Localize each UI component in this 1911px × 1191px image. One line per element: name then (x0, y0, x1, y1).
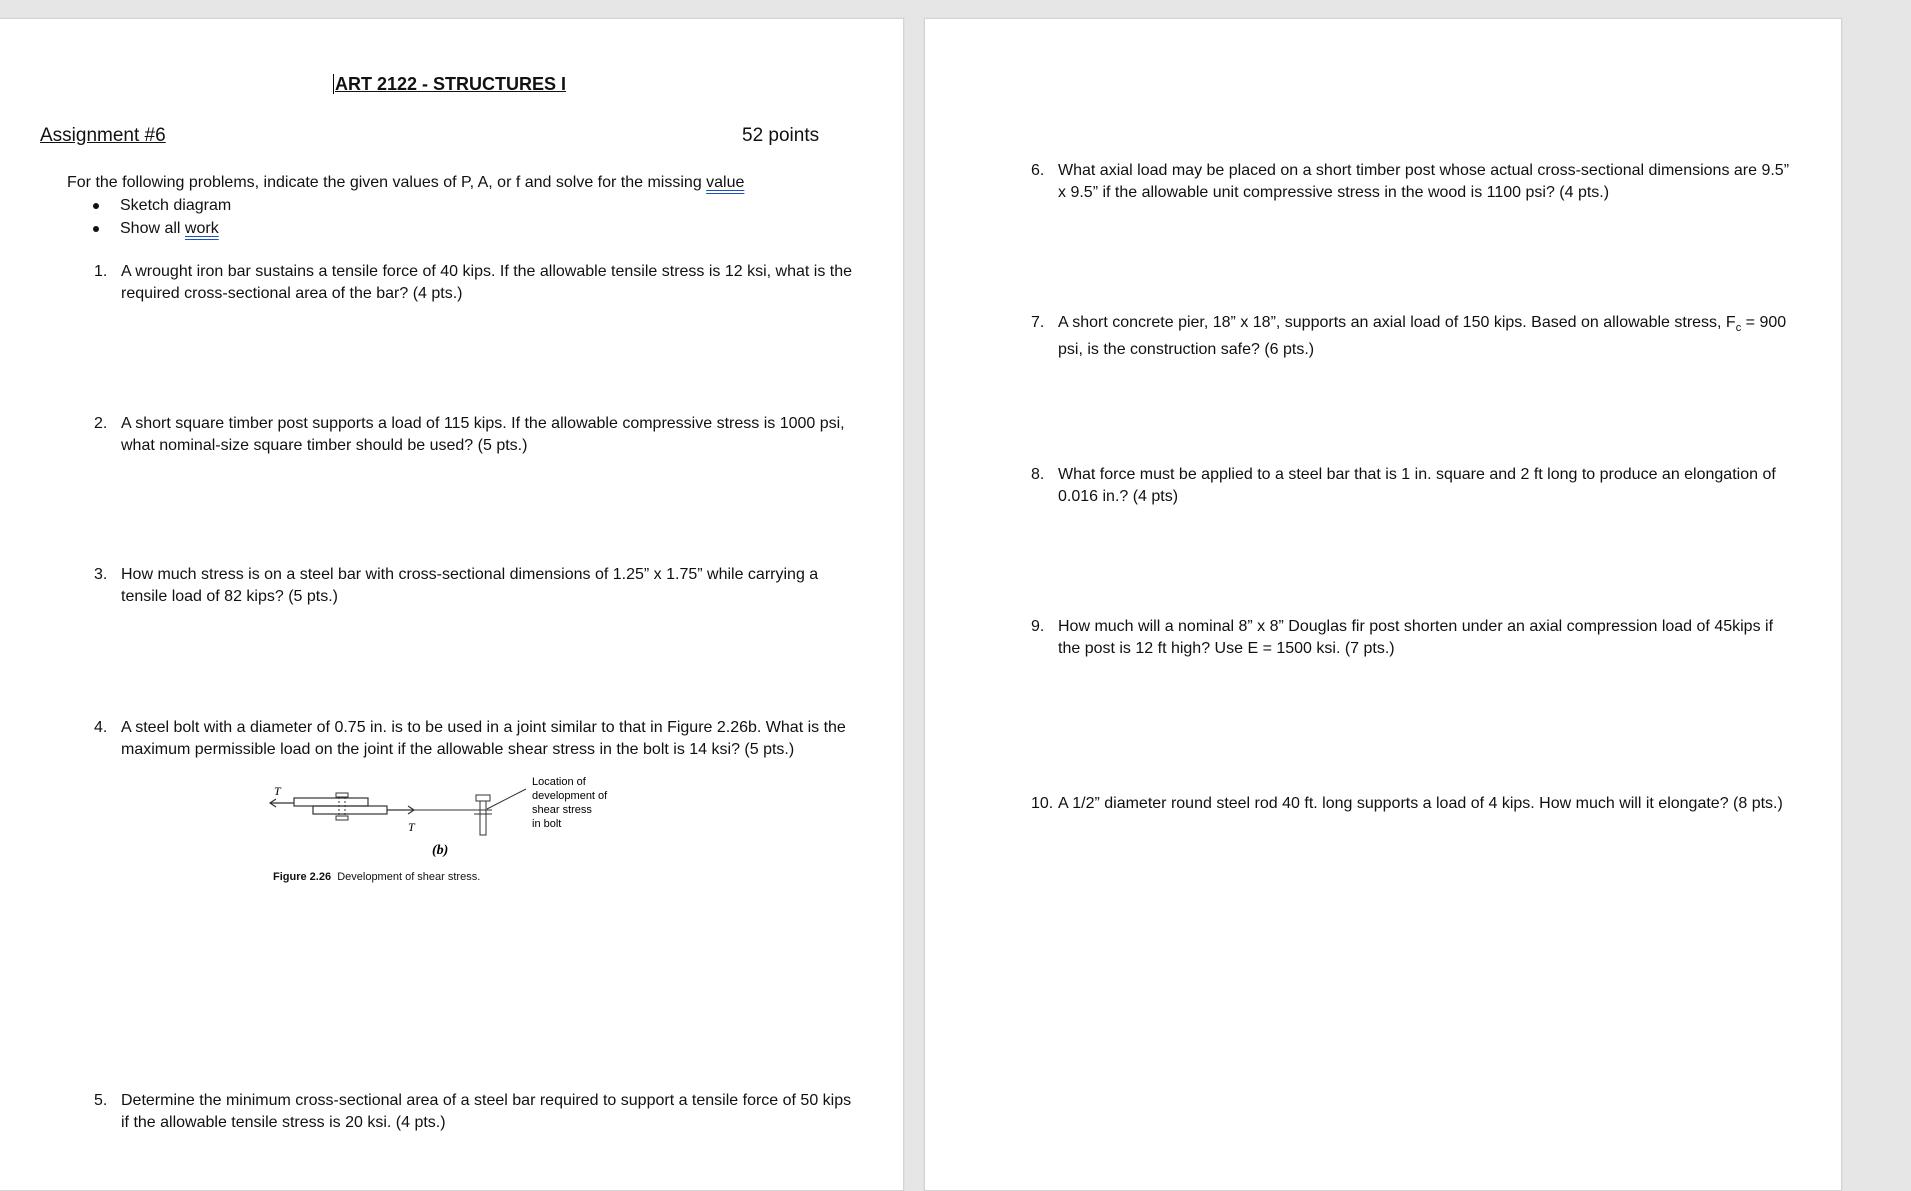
bolt-head (336, 793, 348, 797)
bullet-item: Sketch diagram (67, 194, 231, 217)
top-plate (294, 798, 368, 806)
figure-label-t: T (274, 784, 281, 798)
bullet-icon (93, 226, 99, 232)
spell-flagged-word[interactable]: work (184, 220, 219, 237)
points-label: 52 points (742, 125, 820, 146)
annotation-leader (487, 789, 526, 809)
bolt-side-view (476, 795, 490, 801)
figure-label-t2: T (408, 820, 415, 834)
bottom-plate (313, 806, 387, 814)
course-title[interactable]: ART 2122 - STRUCTURES I (335, 74, 567, 94)
figure-caption: Figure 2.26 Development of shear stress. (273, 871, 481, 883)
text-cursor (333, 74, 334, 94)
spell-flagged-word[interactable]: value (706, 174, 745, 191)
svg-text:development of: development of (532, 790, 608, 802)
figure-part-label: (b) (432, 843, 449, 858)
svg-text:Location of: Location of (532, 776, 586, 788)
instructions: For the following problems, indicate the given values of P, A, or f and solve for the missing value (67, 174, 745, 191)
svg-text:shear stress: shear stress (532, 804, 592, 816)
instruction-bullets (67, 194, 231, 240)
bullet-item: Show all work (67, 217, 231, 240)
bullet-icon (93, 203, 99, 209)
svg-text:in bolt: in bolt (532, 818, 562, 830)
assignment-label: Assignment #6 (40, 125, 166, 146)
